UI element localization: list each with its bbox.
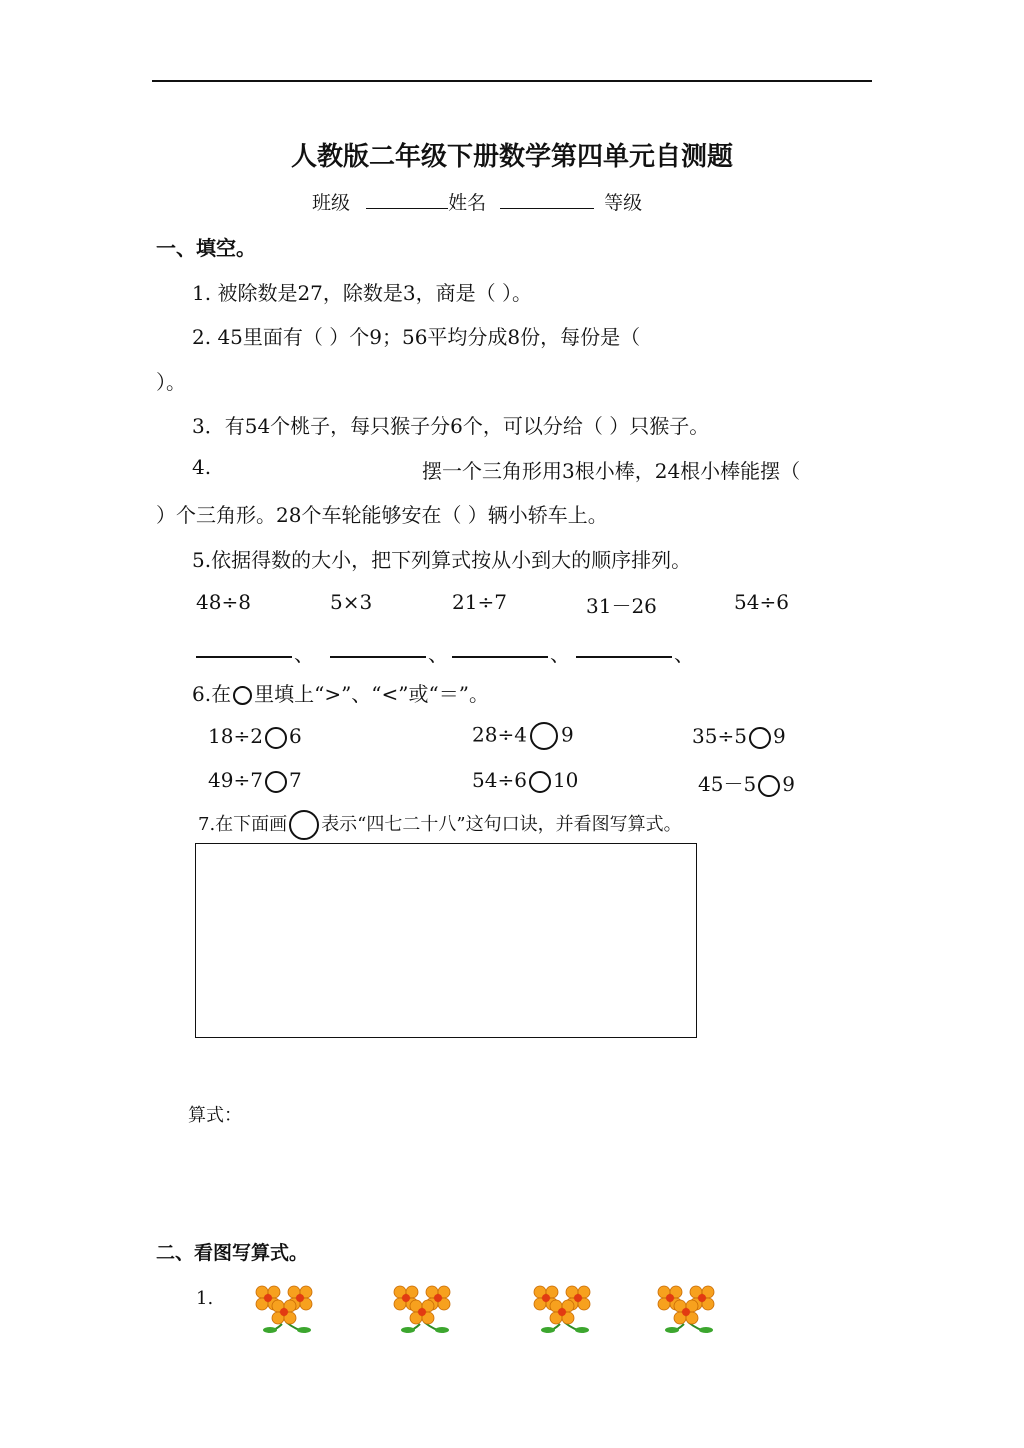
compare-item-5 <box>472 768 578 793</box>
flower-bunch-icon <box>530 1282 602 1334</box>
class-label: 班级 <box>312 192 351 214</box>
class-blank[interactable] <box>366 190 448 209</box>
question-1: 1. 被除数是27，除数是3，商是（ ）。 <box>192 281 532 305</box>
compare-right: 9 <box>560 722 574 747</box>
compare-left: 54÷6 <box>472 768 527 792</box>
compare-circle[interactable] <box>758 775 780 797</box>
order-separator-4: 、 <box>674 642 694 666</box>
q7-suffix: 表示“四七二十八”这句口诀，并看图写算式。 <box>321 814 682 835</box>
compare-right: 10 <box>552 768 579 792</box>
flower-bunch-icon <box>252 1282 324 1334</box>
circle-icon <box>233 686 252 705</box>
order-blank-1[interactable] <box>196 656 292 658</box>
student-info-line <box>312 188 642 215</box>
q5-expr-1: 48÷8 <box>196 590 251 614</box>
q5-expr-3: 21÷7 <box>452 590 507 614</box>
compare-left: 35÷5 <box>692 724 747 748</box>
q5-expr-5: 54÷6 <box>734 590 789 614</box>
name-blank[interactable] <box>500 190 594 209</box>
page-title: 人教版二年级下册数学第四单元自测题 <box>290 142 733 172</box>
q6-suffix: 里填上“>”、“<”或“＝”。 <box>254 682 489 706</box>
compare-item-4 <box>208 768 302 793</box>
compare-circle[interactable] <box>530 722 558 750</box>
top-rule <box>152 80 872 82</box>
compare-right: 9 <box>782 772 795 796</box>
q6-prefix: 6.在 <box>192 682 232 706</box>
order-separator-2: 、 <box>428 642 448 666</box>
question-4-line-2: ）个三角形。28个车轮能够安在（ ）辆小轿车上。 <box>156 503 608 527</box>
compare-right: 6 <box>288 724 302 748</box>
compare-circle[interactable] <box>265 727 287 749</box>
question-5: 5.依据得数的大小，把下列算式按从小到大的顺序排列。 <box>192 548 692 572</box>
order-separator-1: 、 <box>294 642 314 666</box>
section-two-question-1-number: 1. <box>196 1288 214 1309</box>
flower-bunch-icon <box>390 1282 462 1334</box>
order-blank-3[interactable] <box>452 656 548 658</box>
compare-circle[interactable] <box>749 727 771 749</box>
q5-expr-4: 31－26 <box>586 594 657 618</box>
question-4-line-1: 摆一个三角形用3根小棒，24根小棒能摆（ <box>422 459 801 483</box>
question-2-line-1: 2. 45里面有（ ）个9；56平均分成8份，每份是（ <box>192 325 641 349</box>
circle-icon <box>289 810 319 840</box>
compare-circle[interactable] <box>529 771 551 793</box>
compare-item-2 <box>472 722 574 750</box>
formula-label: 算式： <box>188 1105 242 1126</box>
compare-item-1 <box>208 724 302 749</box>
question-3: 3．有54个桃子，每只猴子分6个，可以分给（ ）只猴子。 <box>192 414 710 438</box>
question-7 <box>198 810 682 840</box>
compare-right: 9 <box>772 724 786 748</box>
compare-left: 18÷2 <box>208 724 263 748</box>
section-one-heading: 一、填空。 <box>156 236 256 260</box>
compare-item-3 <box>692 724 786 749</box>
question-4-number: 4. <box>192 455 212 479</box>
q7-prefix: 7.在下面画 <box>198 814 288 835</box>
compare-item-6 <box>698 768 795 797</box>
order-blank-4[interactable] <box>576 656 672 658</box>
order-separator-3: 、 <box>550 642 570 666</box>
question-2-line-2: ）。 <box>156 370 186 394</box>
section-two-heading: 二、看图写算式。 <box>156 1242 309 1264</box>
compare-left: 45－5 <box>698 772 757 796</box>
flower-bunch-icon <box>654 1282 726 1334</box>
name-label: 姓名 <box>448 192 487 214</box>
question-6 <box>192 678 489 707</box>
drawing-box[interactable] <box>195 843 697 1038</box>
q5-expr-2: 5×3 <box>330 590 373 614</box>
order-blank-2[interactable] <box>330 656 426 658</box>
compare-right: 7 <box>288 768 302 792</box>
compare-left: 49÷7 <box>208 768 263 792</box>
grade-label: 等级 <box>604 192 643 214</box>
compare-circle[interactable] <box>265 771 287 793</box>
compare-left: 28÷4 <box>472 722 527 747</box>
